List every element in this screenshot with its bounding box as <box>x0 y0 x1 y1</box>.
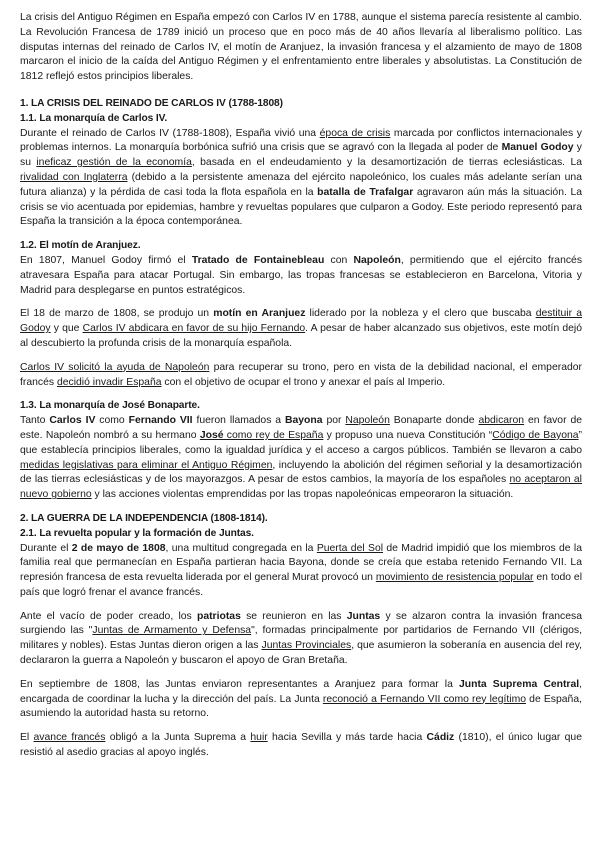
text-run: época de crisis <box>319 127 391 139</box>
paragraph-2-1-d <box>20 731 582 761</box>
text-run: y su <box>20 142 582 169</box>
text-run: como rey de España <box>223 429 324 441</box>
text-run: como <box>95 415 129 427</box>
text-run: Carlos IV solicitó la ayuda de Napoleón <box>20 361 210 373</box>
paragraph-2-1-b <box>20 610 582 669</box>
text-run: Cádiz <box>426 732 455 744</box>
text-run: obligó a la Junta Suprema a <box>105 732 251 744</box>
text-run: motín en Aranjuez <box>213 308 306 320</box>
text-run: con el objetivo de ocupar el trono y anexar el país al Imperio. <box>161 376 446 388</box>
text-run: medidas legislativas para eliminar el Antiguo Régimen <box>20 459 273 471</box>
subsection-2-1-heading: 2.1. La revuelta popular y la formación de Juntas. <box>20 527 254 539</box>
text-run: se reunieron en las <box>240 610 347 622</box>
subsection-1-3-heading: 1.3. La monarquía de José Bonaparte. <box>20 400 200 412</box>
text-run: Durante el reinado de Carlos IV (1788-1808), España vivió una <box>20 127 320 139</box>
text-run: Carlos IV abdicara en favor de su hijo Fernando <box>82 323 306 335</box>
text-run: , incluyendo la abolición del régimen señorial y la desamortización de las tierras eclesiásticas y de los mayorazgos. A pesar de estos cambios, la mayoría de los españoles <box>20 459 582 486</box>
paragraph-1-2-c <box>20 361 582 391</box>
text-run: El 18 de marzo de 1808, se produjo un <box>20 308 214 320</box>
text-run: Ante el vacío de poder creado, los <box>20 610 197 622</box>
text-run: Durante el <box>20 542 72 554</box>
text-run: Junta Suprema Central <box>458 678 580 690</box>
text-run: movimiento de resistencia popular <box>375 572 534 584</box>
paragraph-1-2-a <box>20 254 582 298</box>
paragraph-2-1-a <box>20 542 582 601</box>
text-run: Fernando VII <box>128 415 193 427</box>
text-run: y propuso una nueva Constitución “ <box>323 429 493 441</box>
text-run: El <box>20 732 34 744</box>
text-run: destituir a Godoy <box>20 308 582 335</box>
text-run: La crisis del Antiguo Régimen en España empezó con Carlos IV en 1788, aunque el sistema parecía resistente al cambio. La Revolución Francesa de 1789 inició un proceso que en poco más de 40 años llevaría al liberalismo político. Las disputas internas del reinado de Carlos IV, el motín de Aranjuez, la invasión francesa y el alzamiento de mayo de 1808 marcaron el inicio de la caída del Antiguo Régimen y el enfrentamiento entre liberales y absolutistas. La Constitución de 1812 reflejó estos principios liberales. <box>20 12 582 83</box>
paragraph-1-2-b <box>20 307 582 351</box>
text-run: liderado por la nobleza y el clero que buscaba <box>305 308 536 320</box>
text-run: fueron llamados a <box>192 415 285 427</box>
text-run: con <box>324 254 354 266</box>
text-run: Tratado de Fontainebleau <box>191 254 325 266</box>
text-run: en todo el país que logró frenar el avance francés. <box>20 572 583 598</box>
text-run: rivalidad con Inglaterra <box>20 171 128 183</box>
text-run: por <box>322 415 346 427</box>
text-run: de España, asumiendo la autoridad hasta su retorno. <box>20 693 582 720</box>
text-run: En septiembre de 1808, las Juntas enviaron representantes a Aranjuez para formar la <box>20 678 459 690</box>
section-1-heading: 1. LA CRISIS DEL REINADO DE CARLOS IV (1788-1808) <box>20 97 283 109</box>
text-run: patriotas <box>196 610 241 622</box>
text-run: Juntas Provinciales <box>261 640 352 652</box>
text-run: ", formadas principalmente por partidarios de Fernando VII (clérigos, militares y nobles). Estas Juntas dieron origen a las <box>20 625 583 652</box>
text-run: para recuperar su trono, pero en vista de la debilidad nacional, el emperador francés <box>20 361 582 388</box>
text-run: y las acciones violentas emprendidas por las tropas napoleónicas empeoraron la situación. <box>91 489 514 501</box>
text-run: marcada por conflictos internacionales y problemas internos. La monarquía borbónica sufrió una crisis que se agravó con la llegada al poder de <box>20 127 582 154</box>
text-run: (debido a la persistente amenaza del ejército napoleónico, los cuales más adelante serían una futura alianza) y la pérdida de casi toda la flota española en la <box>20 171 582 198</box>
text-run: huir <box>250 732 268 744</box>
text-run: , permitiendo que el ejército francés atravesara España para atacar Portugal. Sin embargo, las tropas francesas se establecieron en Barcelona, Vitoria y Madrid para desplegarse en puntos estratégicos. <box>20 254 583 296</box>
text-run: , una multitud congregada en la <box>165 542 317 554</box>
section-2-heading: 2. LA GUERRA DE LA INDEPENDENCIA (1808-1814). <box>20 512 268 524</box>
text-run: Puerta del Sol <box>316 542 384 554</box>
text-run: agravaron aún más la situación. La crisis se vio acentuada por epidemias, hambre y revueltas populares que culparon a Godoy. Este periodo representó para España la transición a la época contemporánea. <box>20 186 582 228</box>
text-run: decidió invadir España <box>56 376 162 388</box>
text-run: en favor de este. Napoleón nombró a su hermano <box>20 415 582 441</box>
subsection-1-2-heading: 1.2. El motín de Aranjuez. <box>20 240 141 252</box>
text-run: Manuel Godoy <box>501 142 574 154</box>
text-run: Juntas de Armamento y Defensa <box>92 625 252 637</box>
paragraph-1-1 <box>20 127 582 231</box>
subsection-1-1-heading: 1.1. La monarquía de Carlos IV. <box>20 112 168 124</box>
text-run: (1810), el único lugar que resistió al asedio gracias al apoyo inglés. <box>20 732 582 759</box>
text-run: y se alzaron contra la invasión francesa surgiendo las " <box>20 610 582 637</box>
text-run: 2 de mayo de 1808 <box>71 542 166 554</box>
text-run: avance francés <box>33 732 106 744</box>
text-run: Juntas <box>346 610 381 622</box>
text-run: Bonaparte donde <box>389 415 479 427</box>
text-run: Código de Bayona <box>492 429 579 441</box>
text-run: En 1807, Manuel Godoy firmó el <box>20 254 192 266</box>
text-run: Napoleón <box>345 415 390 427</box>
text-run: José <box>199 429 224 441</box>
text-run: . A pesar de haber alcanzado sus objetivos, este motín dejó al descubierto la profunda crisis de la monarquía española. <box>20 323 582 349</box>
paragraph-1-3 <box>20 414 582 503</box>
text-run: Carlos IV <box>49 415 96 427</box>
intro-paragraph <box>20 11 582 85</box>
text-run: ” que establecía principios liberales, como la igualdad jurídica y el acceso a cargos públicos. También se llevaron a cabo <box>20 429 582 456</box>
text-run: ineficaz gestión de la economía <box>36 157 192 169</box>
text-run: y que <box>50 323 83 335</box>
text-run: Bayona <box>285 415 323 427</box>
text-run: Napoleón <box>353 254 401 266</box>
text-run: no aceptaron al nuevo gobierno <box>20 474 582 501</box>
text-run: , basada en el endeudamiento y la desamortización de tierras eclesiásticas. La <box>191 157 583 169</box>
text-run: hacia Sevilla y más tarde hacia <box>267 732 427 744</box>
text-run: , que asumieron la soberanía en ausencia del rey, declararon la guerra a Napoleón y buscaron el apoyo de Gran Bretaña. <box>20 640 582 667</box>
text-run: batalla de Trafalgar <box>317 186 414 198</box>
text-run: reconoció a Fernando VII como rey legítimo <box>322 693 527 705</box>
text-run: abdicaron <box>478 415 525 427</box>
paragraph-2-1-c <box>20 678 582 722</box>
text-run: Tanto <box>20 415 50 427</box>
text-run: , encargada de coordinar la lucha y la dirección del país. La Junta <box>20 678 583 705</box>
text-run: de Madrid impidió que los miembros de la familia real que permanecían en España partieran hacia Bayona, donde se creía que estaba retenido Fernando VII. La represión francesa de esta revuelta liderada por el general Murat provocó un <box>20 542 583 584</box>
